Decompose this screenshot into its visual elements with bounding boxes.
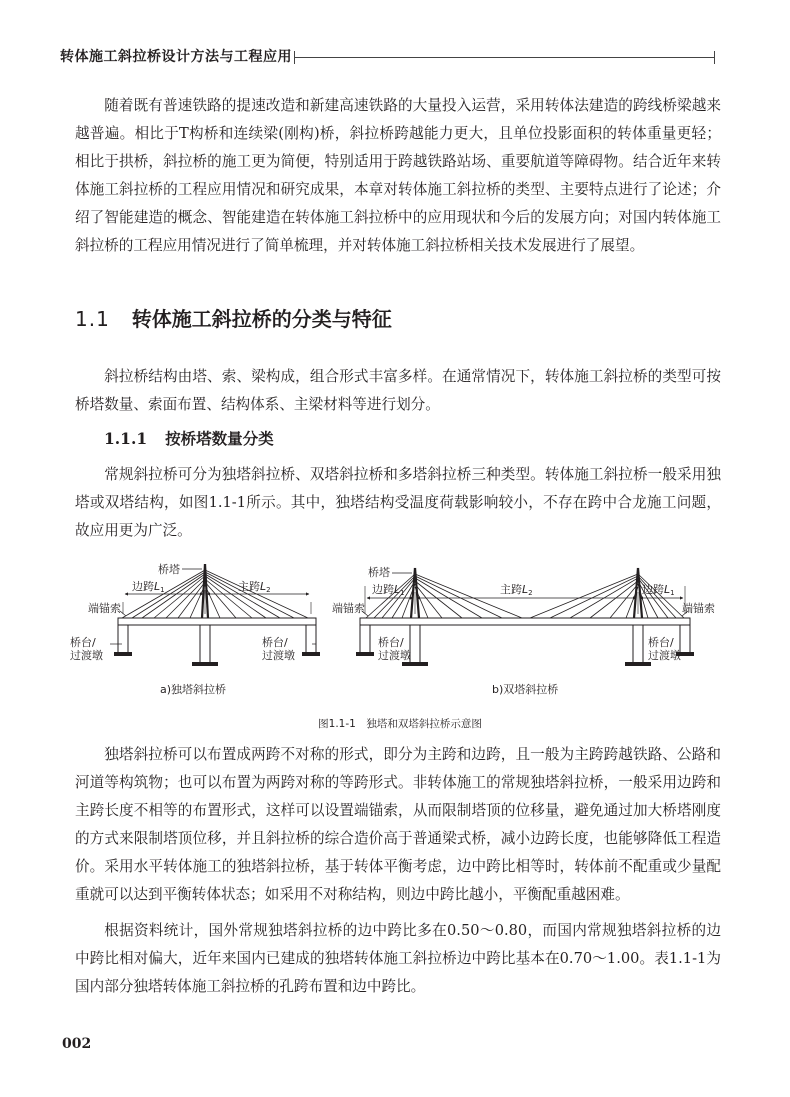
section-paragraph: 斜拉桥结构由塔、索、梁构成，组合形式丰富多样。在通常情况下，转体施工斜拉桥的类型可按桥塔数量、索面布置、结构体系、主梁材料等进行划分。 [75, 368, 721, 413]
intro-paragraph: 随着既有普速铁路的提速改造和新建高速铁路的大量投入运营，采用转体法建造的跨线桥梁越来越普遍。相比于T构桥和连续梁(刚构)桥，斜拉桥跨越能力更大，且单位投影面积的转体重量更轻；相比于拱桥，斜拉桥的施工更为简便，特别适用于跨越铁路站场、重要航道等障碍物。结合近年来转体施工斜拉桥的工程应用情况和研究成果，本章对转体施工斜拉桥的类型、主要特点进行了论述；介绍了智能建造的概念、智能建造在转体施工斜拉桥中的应用现状和今后的发展方向；对国内转体施工斜拉桥的工程应用情况进行了简单梳理，并对转体施工斜拉桥相关技术发展进行了展望。 [75, 97, 721, 254]
tower-label-b: 桥塔 [368, 566, 390, 579]
running-header [60, 44, 715, 70]
subsection-heading [104, 427, 274, 449]
subsection-title: 按桥塔数量分类 [165, 430, 274, 448]
main-span-label-a: 主跨L2 [238, 580, 271, 594]
abutment-label-b-line1: 桥台/ [378, 636, 404, 649]
bridge-figure [70, 556, 730, 748]
subsection-number: 1.1.1 [104, 429, 148, 448]
bridge-diagram [70, 556, 730, 716]
body-paragraph-2: 根据资料统计，国外常规独塔斜拉桥的边中跨比多在0.50～0.80，而国内常规独塔斜拉桥的边中跨比相对偏大，近年来国内已建成的独塔转体施工斜拉桥边中跨比基本在0.70～1.00。表1.1-1为国内部分独塔转体施工斜拉桥的孔跨布置和边中跨比。 [75, 922, 721, 995]
figure-caption: 图1.1-1 独塔和双塔斜拉桥示意图 [318, 718, 482, 730]
body-paragraph-1: 独塔斜拉桥可以布置成两跨不对称的形式，即分为主跨和边跨，且一般为主跨跨越铁路、公路和河道等构筑物；也可以布置为两跨对称的等跨形式。非转体施工的常规独塔斜拉桥，一般采用边跨和主跨长度不相等的布置形式，这样可以设置端锚索，从而限制塔顶的位移量，避免通过加大桥塔刚度的方式来限制塔顶位移，并且斜拉桥的综合造价高于普通梁式桥，减小边跨长度，也能够降低工程造价。采用水平转体施工的独塔斜拉桥，基于转体平衡考虑，边中跨比相等时，转体前不配重或少量配重就可以达到平衡转体状态；如采用不对称结构，则边中跨比越小，平衡配重越困难。 [75, 746, 721, 903]
abutment-label-a-right-line1: 桥台/ [262, 636, 288, 649]
side-span-label-b-right: 边跨L1 [642, 583, 675, 597]
abutment-label-a-line1: 桥台/ [70, 636, 96, 649]
panel-a-label: a)独塔斜拉桥 [160, 683, 227, 696]
section-heading [75, 303, 392, 332]
side-span-label-b: 边跨L1 [372, 583, 405, 597]
tower-label-a: 桥塔 [158, 563, 180, 576]
anchor-cable-label-b: 端锚索 [332, 602, 365, 615]
abutment-label-b-right-line1: 桥台/ [648, 636, 674, 649]
abutment-label-a-line2: 过渡墩 [70, 649, 103, 662]
abutment-label-b-right-line2: 过渡墩 [648, 649, 681, 662]
header-rule [294, 57, 715, 58]
main-span-label-b: 主跨L2 [500, 583, 533, 597]
deck-a [118, 618, 316, 625]
book-title: 转体施工斜拉桥设计方法与工程应用 [60, 49, 292, 65]
anchor-cable-label-a: 端锚索 [88, 602, 121, 615]
abutment-label-b-line2: 过渡墩 [378, 649, 411, 662]
section-number: 1.1 [75, 307, 110, 331]
footing-a [192, 662, 218, 666]
subsection-paragraph: 常规斜拉桥可分为独塔斜拉桥、双塔斜拉桥和多塔斜拉桥三种类型。转体施工斜拉桥一般采用独塔或双塔结构，如图1.1-1所示。其中，独塔结构受温度荷载影响较小，不存在跨中合龙施工问题，故应用更为广泛。 [75, 466, 721, 539]
page-number: 002 [62, 1036, 92, 1052]
anchor-cable-label-b-right: 端锚索 [682, 602, 715, 615]
deck-b [360, 618, 690, 625]
section-title: 转体施工斜拉桥的分类与特征 [131, 307, 392, 331]
side-span-label-a: 边跨L1 [132, 580, 165, 594]
abutment-label-a-right-line2: 过渡墩 [262, 649, 295, 662]
pier-a [200, 625, 210, 663]
panel-b-label: b)双塔斜拉桥 [492, 683, 559, 696]
